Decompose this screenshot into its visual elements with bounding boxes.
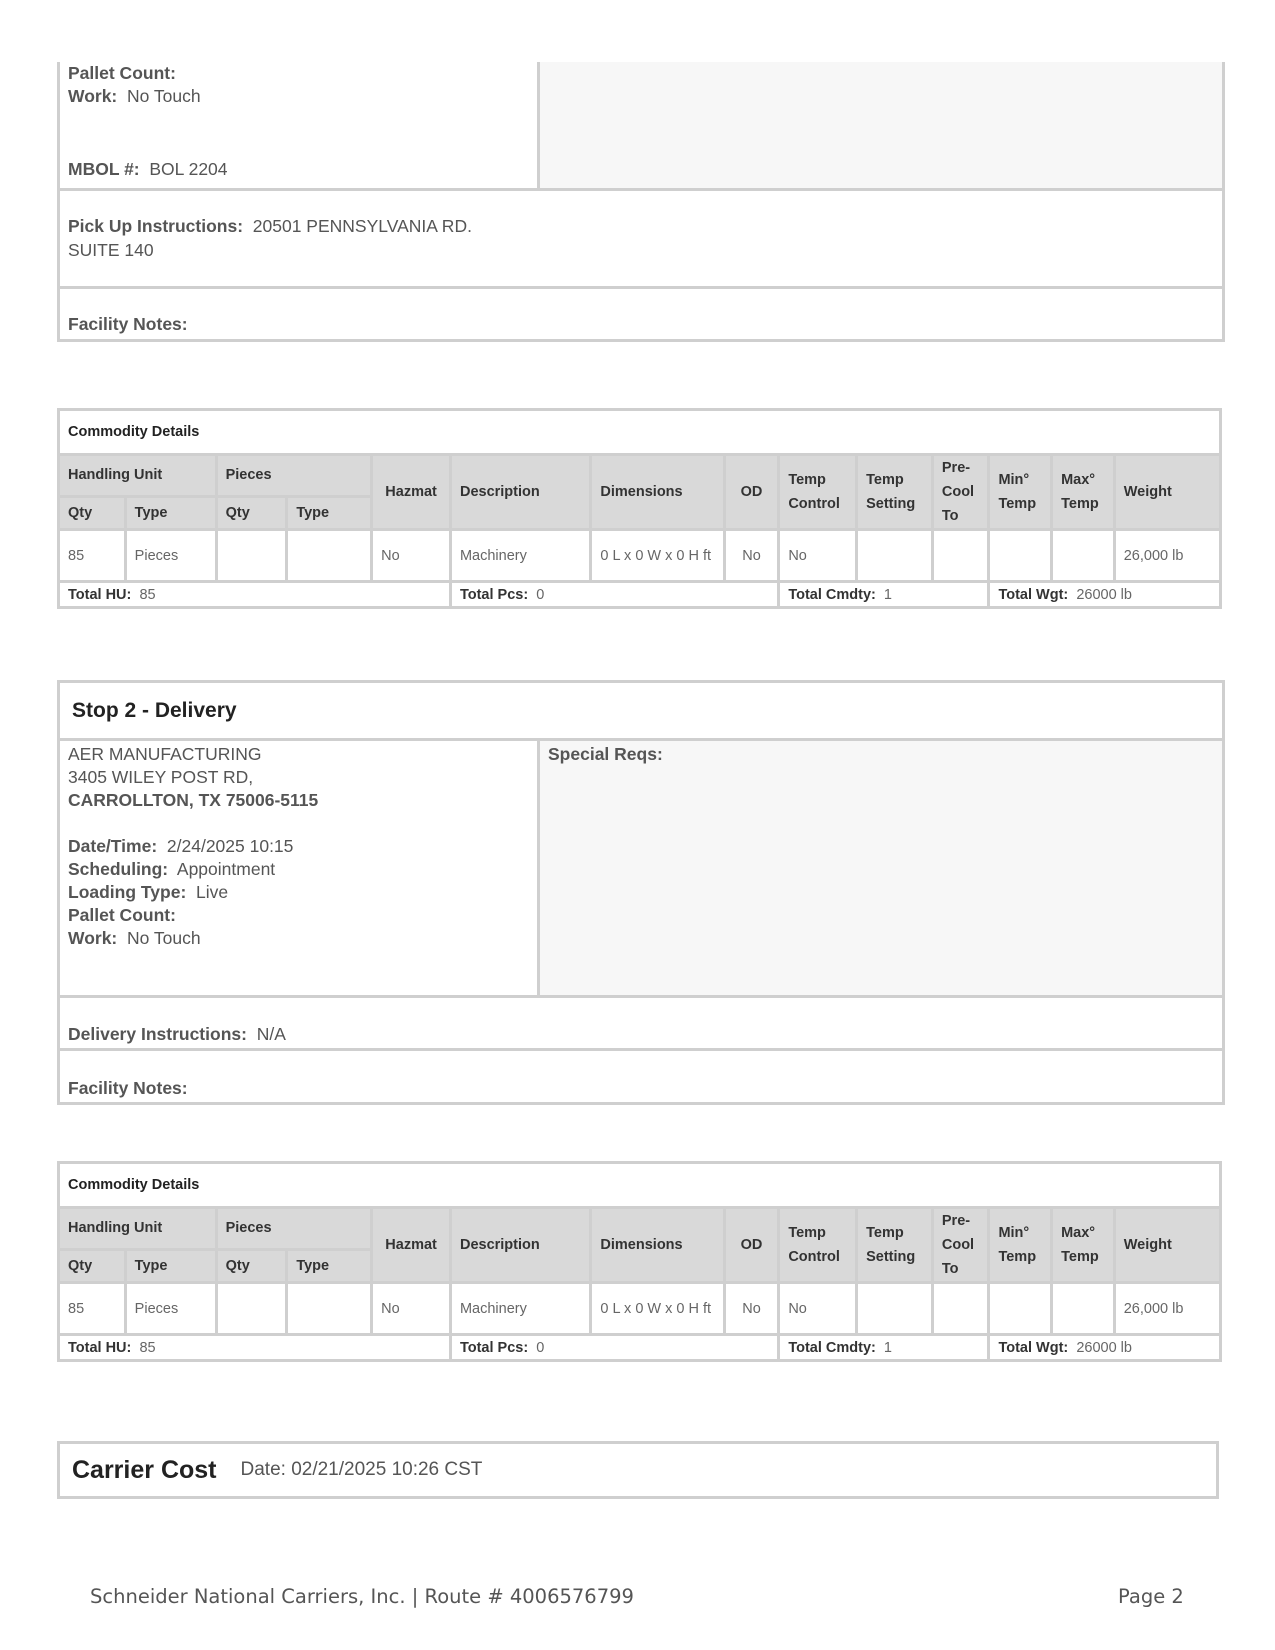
col-handling-unit: Handling Unit (59, 455, 217, 497)
stop-1-mbol: MBOL #: BOL 2204 (68, 159, 228, 179)
col-max-temp: Max° Temp (1052, 455, 1115, 530)
stop-2-delivery-instructions: Delivery Instructions: N/A (60, 995, 1222, 1048)
commodity-table-2 (57, 1161, 1222, 1362)
total-hu: Total HU: 85 (59, 1335, 451, 1361)
col-min-temp: Min° Temp (989, 455, 1052, 530)
stop-1-pickup-instructions: Pick Up Instructions: 20501 PENNSYLVANIA RD. SUITE 140 (60, 188, 1222, 286)
col-pieces: Pieces (216, 1208, 372, 1250)
stop-2-special-reqs: Special Reqs: (540, 741, 1222, 995)
stop-2-work: Work: No Touch (68, 928, 201, 948)
commodity-title: Commodity Details (59, 410, 1221, 455)
footer-page-number: Page 2 (1118, 1585, 1184, 1608)
col-pc-qty: Qty (216, 496, 287, 529)
stop-2-pallet-count: Pallet Count: (68, 905, 176, 925)
stop-1-facility-notes: Facility Notes: (60, 286, 1222, 339)
total-hu: Total HU: 85 (59, 582, 451, 608)
stop-2-address: 3405 WILEY POST RD, (68, 767, 254, 787)
stop-1-special-area (540, 62, 1222, 188)
carrier-cost (57, 1441, 1219, 1499)
col-temp-setting: Temp Setting (857, 1208, 933, 1283)
total-wgt: Total Wgt: 26000 lb (989, 1335, 1221, 1361)
stop-1-pickup-line2: SUITE 140 (68, 240, 154, 260)
col-weight: Weight (1114, 455, 1220, 530)
stop-2-info (60, 741, 540, 995)
col-pc-type: Type (287, 1249, 372, 1282)
col-dimensions: Dimensions (591, 455, 724, 530)
stop-1-work: Work: No Touch (68, 86, 201, 106)
col-hu-type: Type (125, 496, 216, 529)
col-description: Description (450, 455, 590, 530)
col-pieces: Pieces (216, 455, 372, 497)
commodity-table-1 (57, 408, 1222, 609)
total-cmdty: Total Cmdty: 1 (779, 1335, 989, 1361)
stop-1-info-row (60, 62, 1222, 188)
col-handling-unit: Handling Unit (59, 1208, 217, 1250)
col-min-temp: Min° Temp (989, 1208, 1052, 1283)
stop-2-facility-notes: Facility Notes: (60, 1048, 1222, 1102)
footer-company-route: Schneider National Carriers, Inc. | Route # 4006576799 (90, 1585, 634, 1608)
col-od: OD (724, 1208, 779, 1283)
stop-2-info-row (60, 741, 1222, 995)
col-pc-type: Type (287, 496, 372, 529)
commodity-totals (59, 1335, 1221, 1361)
col-precool-to: Pre-Cool To (932, 1208, 989, 1283)
total-pcs: Total Pcs: 0 (450, 582, 778, 608)
stop-2-company: AER MANUFACTURING (68, 744, 262, 764)
col-hu-qty: Qty (59, 1249, 126, 1282)
commodity-title: Commodity Details (59, 1163, 1221, 1208)
col-max-temp: Max° Temp (1052, 1208, 1115, 1283)
col-weight: Weight (1114, 1208, 1220, 1283)
stop-2-title: Stop 2 - Delivery (60, 683, 1222, 741)
stop-1-pallet-count: Pallet Count: (68, 63, 176, 83)
col-dimensions: Dimensions (591, 1208, 724, 1283)
stop-2-city-state: CARROLLTON, TX 75006-5115 (68, 790, 319, 810)
col-hu-qty: Qty (59, 496, 126, 529)
col-temp-control: Temp Control (779, 455, 857, 530)
col-hazmat: Hazmat (372, 455, 451, 530)
total-wgt: Total Wgt: 26000 lb (989, 582, 1221, 608)
stop-1-info (60, 62, 540, 188)
col-description: Description (450, 1208, 590, 1283)
col-temp-control: Temp Control (779, 1208, 857, 1283)
carrier-cost-title: Carrier Cost (72, 1455, 217, 1484)
col-hu-type: Type (125, 1249, 216, 1282)
col-od: OD (724, 455, 779, 530)
stop-2-loading-type: Loading Type: Live (68, 882, 229, 902)
stop-1-details (57, 62, 1225, 342)
col-precool-to: Pre-Cool To (932, 455, 989, 530)
col-pc-qty: Qty (216, 1249, 287, 1282)
stop-2-delivery (57, 680, 1225, 1105)
col-hazmat: Hazmat (372, 1208, 451, 1283)
commodity-totals (59, 582, 1221, 608)
table-row: 85 Pieces No Machinery 0 L x 0 W x 0 H ft No No 26,000 lb (59, 1283, 1221, 1335)
total-cmdty: Total Cmdty: 1 (779, 582, 989, 608)
table-row: 85 Pieces No Machinery 0 L x 0 W x 0 H ft No No 26,000 lb (59, 530, 1221, 582)
col-temp-setting: Temp Setting (857, 455, 933, 530)
stop-2-datetime: Date/Time: 2/24/2025 10:15 (68, 836, 294, 856)
stop-2-scheduling: Scheduling: Appointment (68, 859, 276, 879)
total-pcs: Total Pcs: 0 (450, 1335, 778, 1361)
carrier-cost-date: Date: 02/21/2025 10:26 CST (240, 1459, 483, 1480)
